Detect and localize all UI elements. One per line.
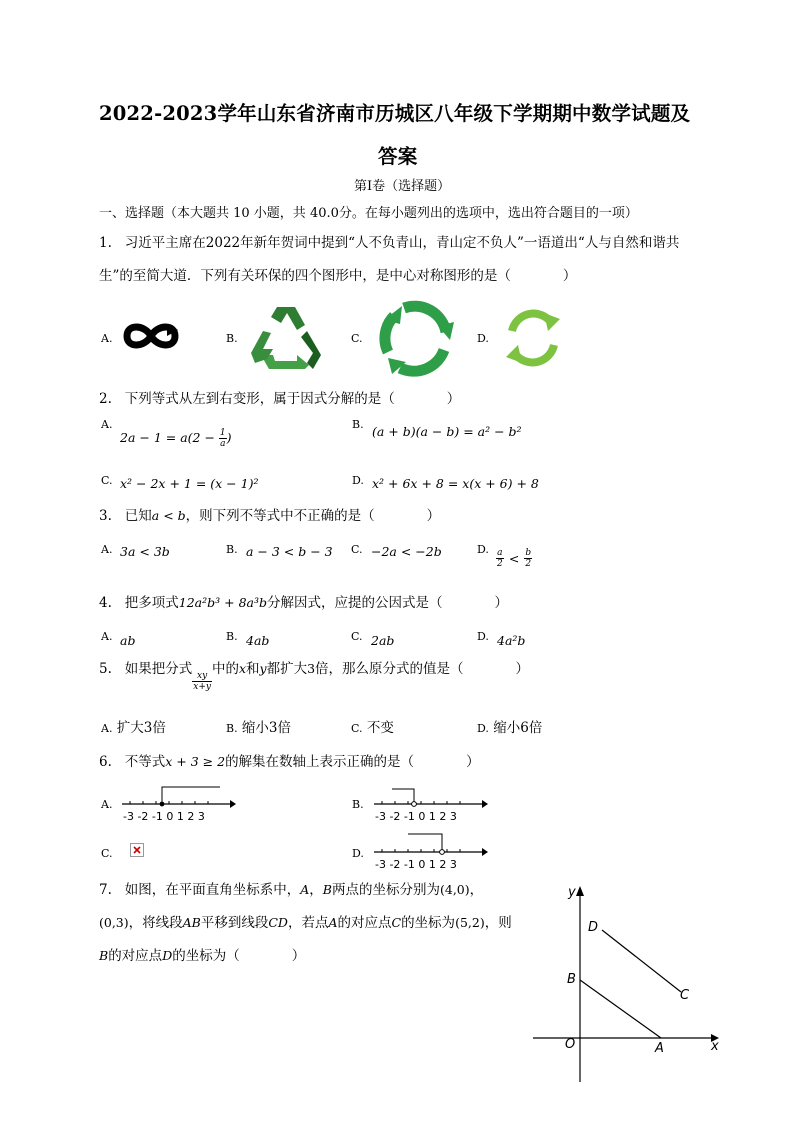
two-arc-arrows-icon (500, 305, 566, 371)
q4-option-c-expr: 2ab (371, 633, 395, 648)
point-B-label: B (567, 972, 576, 987)
q3-option-d-expr: $\frac{a}{2}$ < $\frac{b}{2}$ (497, 548, 532, 569)
question-1-line2: 生”的至简大道．下列有关环保的四个图形中，是中心对称图形的是（ ） (99, 268, 577, 284)
q1-option-a-label: A. (101, 332, 113, 345)
question-4-stem: 4. 把多项式12a²b³ + 8a³b分解因式，应提的公因式是（ ） (99, 595, 508, 611)
q2-option-a-expr: 2a − 1 = a(2 − $\frac{1}{a}$ ) (120, 428, 232, 449)
segment-CD (602, 930, 681, 992)
question-7-line3: B的对应点D的坐标为（ ） (99, 948, 306, 964)
q4-option-b-expr: 4ab (246, 633, 270, 648)
q5-option-a: A. 扩大3倍 (101, 720, 166, 736)
question-1-line1: 1. 习近平主席在2022年新年贺词中提到“人不负青山，青山定不负人”一语道出“人与自然和谐共 (99, 235, 680, 251)
page-title-line1: 2022-2023学年山东省济南市历城区八年级下学期期中数学试题及 (99, 102, 691, 125)
q3-option-b-label: B. (226, 543, 238, 556)
q2-option-c-expr: x² − 2x + 1 = (x − 1)² (120, 476, 259, 491)
circular-arrows-icon (374, 296, 458, 380)
q2-option-b-label: B. (352, 418, 364, 431)
segment-AB (580, 980, 661, 1038)
question-7-line2: (0,3)，将线段AB平移到线段CD，若点A的对应点C的坐标为(5,2)，则 (99, 915, 512, 931)
q2-option-c-label: C. (101, 474, 113, 487)
q6-option-b-label: B. (352, 798, 364, 811)
svg-text:-3 -2 -1 0 1 2 3: -3 -2 -1 0 1 2 3 (375, 810, 457, 823)
q5-option-d: D. 缩小6倍 (477, 720, 543, 736)
number-line-a (120, 784, 238, 824)
q3-option-a-expr: 3a < 3b (120, 544, 170, 559)
number-line-d (372, 830, 490, 872)
question-5-stem: 5. 如果把分式 $\frac{xy}{x+y}$ 中的x和y都扩大3倍，那么原分式的值是（ ） (99, 661, 530, 692)
q4-option-a-expr: ab (120, 633, 136, 648)
svg-text:-3 -2 -1 0 1 2 3: -3 -2 -1 0 1 2 3 (123, 810, 205, 823)
q2-option-b-expr: (a + b)(a − b) = a² − b² (372, 424, 522, 439)
page-title-line2: 答案 (378, 145, 418, 168)
q6-option-d-label: D. (352, 847, 364, 860)
q4-option-d-expr: 4a²b (497, 633, 526, 648)
question-6-stem: 6. 不等式x + 3 ≥ 2的解集在数轴上表示正确的是（ ） (99, 754, 480, 770)
q4-option-a-label: A. (101, 630, 113, 643)
q6-option-c-label: C. (101, 847, 113, 860)
q5-option-b: B. 缩小3倍 (226, 720, 291, 736)
q5-option-c: C. 不变 (351, 720, 394, 736)
coordinate-plane-figure (525, 878, 755, 1088)
question-7-line1: 7. 如图，在平面直角坐标系中，A，B两点的坐标分别为(4,0)， (99, 882, 484, 898)
q1-option-c-label: C. (351, 332, 363, 345)
x-axis-label: x (711, 1039, 719, 1054)
point-C-label: C (680, 988, 690, 1003)
q2-option-a-label: A. (101, 418, 113, 431)
q1-option-d-label: D. (477, 332, 489, 345)
q1-option-b-label: B. (226, 332, 238, 345)
question-3-stem: 3. 已知a < b，则下列不等式中不正确的是（ ） (99, 508, 441, 524)
question-2-stem: 2. 下列等式从左到右变形，属于因式分解的是（ ） (99, 391, 461, 407)
q3-option-b-expr: a − 3 < b − 3 (246, 544, 333, 559)
y-axis-label: y (568, 885, 576, 900)
q3-option-d-label: D. (477, 543, 489, 556)
q3-option-c-expr: −2a < −2b (371, 544, 442, 559)
q3-option-a-label: A. (101, 543, 113, 556)
q6-option-a-label: A. (101, 798, 113, 811)
infinity-recycle-icon (122, 318, 180, 354)
q2-option-d-expr: x² + 6x + 8 = x(x + 6) + 8 (372, 476, 539, 491)
volume-heading: 第Ⅰ卷（选择题） (354, 179, 451, 194)
q3-option-c-label: C. (351, 543, 363, 556)
q4-option-c-label: C. (351, 630, 363, 643)
point-A-label: A (655, 1041, 664, 1056)
section-heading: 一、选择题（本大题共 10 小题，共 40.0分。在每小题列出的选项中，选出符合题目的一项） (99, 206, 638, 221)
q2-option-d-label: D. (352, 474, 364, 487)
recycle-triangle-icon (247, 303, 325, 373)
broken-image-icon (130, 843, 144, 857)
q4-option-b-label: B. (226, 630, 238, 643)
number-line-b (372, 784, 490, 824)
point-D-label: D (588, 920, 599, 935)
svg-text:-3 -2 -1 0 1 2 3: -3 -2 -1 0 1 2 3 (375, 858, 457, 871)
q4-option-d-label: D. (477, 630, 489, 643)
origin-label: O (565, 1037, 576, 1052)
